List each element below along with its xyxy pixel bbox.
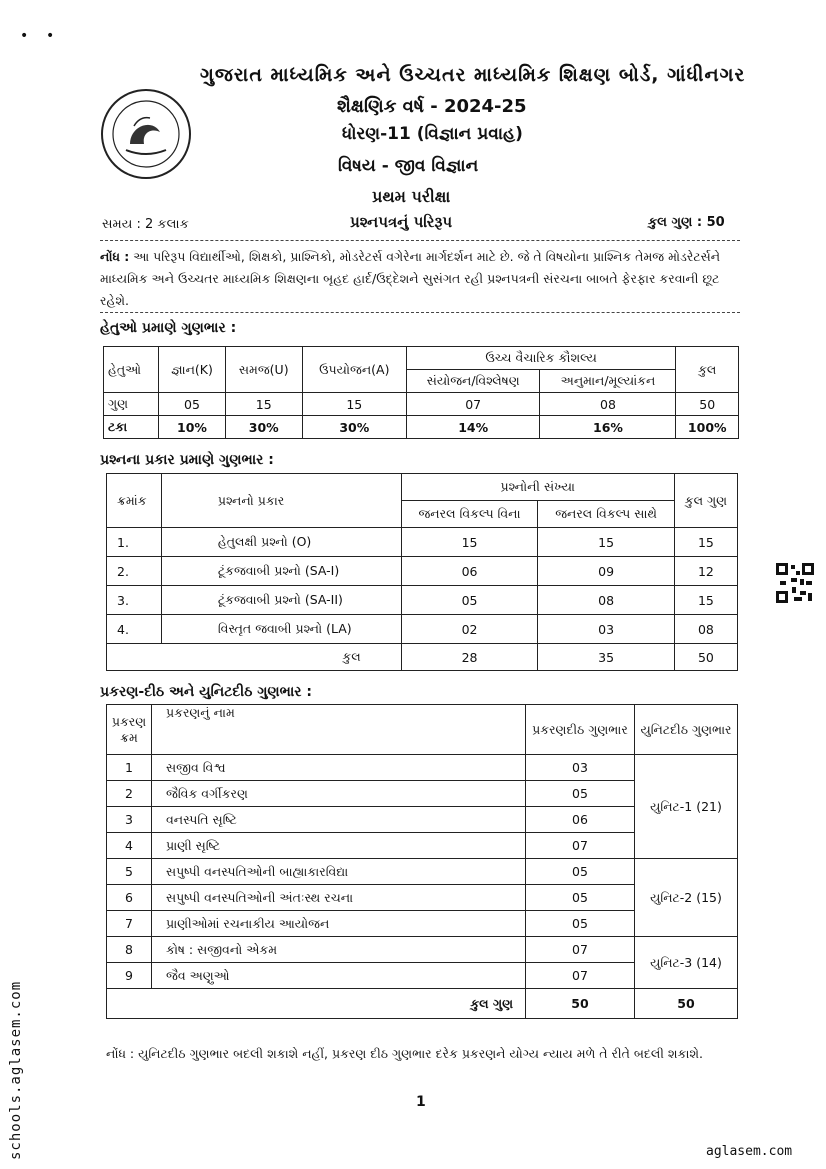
cell: 02 [401,615,538,644]
cell: 9 [107,963,152,989]
objectives-table [103,346,739,439]
cell: 08 [540,393,676,416]
cell: 05 [401,586,538,615]
cell: 50 [635,989,738,1019]
cell: વિસ્તૃત જવાબી પ્રશ્નો (LA) [161,615,401,644]
cell: 15 [674,586,737,615]
cell: કુલ [107,644,402,671]
divider [100,240,740,241]
col-head: ઉપયોજન(A) [302,347,406,393]
cell: 50 [676,393,739,416]
table-row [104,393,739,416]
col-head: હેતુઓ [104,347,159,393]
col-head: કુલ [676,347,739,393]
divider [100,312,740,313]
board-seal-logo [100,88,192,180]
col-head: ઉચ્ચ વૈચારિક કૌશલ્ય [406,347,676,370]
cell: 07 [406,393,540,416]
cell: 05 [159,393,226,416]
cell: 4 [107,833,152,859]
cell: 1 [107,755,152,781]
scan-dots: • • [20,28,55,44]
col-head: પ્રકરણનું નામ [152,705,526,755]
cell: સપુષ્પી વનસ્પતિઓની અંતઃસ્થ રચના [152,885,526,911]
col-head: પ્રકરણ ક્રમ [107,705,152,755]
top-note [100,246,740,312]
col-head: યુનિટદીઠ ગુણભાર [635,705,738,755]
sub-head: અનુમાન/મૂલ્યાંકન [540,370,676,393]
cell: 5 [107,859,152,885]
cell: 05 [526,781,635,807]
cell: પ્રાણી સૃષ્ટિ [152,833,526,859]
col-head: સમજ(U) [225,347,302,393]
cell: 14% [406,416,540,439]
col-head: પ્રશ્નનો પ્રકાર [161,474,401,528]
cell: 06 [401,557,538,586]
exam-time: સમય : 2 કલાક [102,217,189,232]
cell: 05 [526,911,635,937]
cell: 15 [538,528,674,557]
cell: 15 [302,393,406,416]
cell: 50 [674,644,737,671]
cell: 15 [674,528,737,557]
cell: 1. [107,528,162,557]
subject: વિષય - જીવ વિજ્ઞાન [338,156,479,176]
unit-cell: યુનિટ-3 (14) [635,937,738,989]
academic-year: શૈક્ષણિક વર્ષ - 2024-25 [337,96,527,117]
cell: સપુષ્પી વનસ્પતિઓની બાહ્યાકારવિદ્યા [152,859,526,885]
cell: 30% [302,416,406,439]
standard: ધોરણ-11 (વિજ્ઞાન પ્રવાહ) [342,124,523,144]
cell: 30% [225,416,302,439]
table-total-row [107,989,738,1019]
cell: 100% [676,416,739,439]
cell: 2. [107,557,162,586]
question-types-heading: પ્રશ્નના પ્રકાર પ્રમાણે ગુણભાર : [100,452,274,468]
cell: 28 [401,644,538,671]
cell: 2 [107,781,152,807]
cell: 05 [526,859,635,885]
note-text: આ પરિરૂપ વિદ્યાર્થીઓ, શિક્ષકો, પ્રાશ્નિકો, મોડરેટર્સ વગેરેના માર્ગદર્શન માટે છે. જે તે વિષયોના પ્રાશ્નિક તેમજ મોડરેટર્સને માધ્યમિક અને ઉચ્ચતર માધ્યમિક શિક્ષણના બૃહદ હાર્દ/ઉદ્દેશને સુસંગત રહી પ્રશ્નપત્રની સંરચના બાબતે ફેરફાર કરવાની છૂટ રહેશે. [100,249,721,308]
cell: જૈવ અણુઓ [152,963,526,989]
col-head: પ્રશ્નોની સંખ્યા [401,474,674,501]
col-head: કુલ ગુણ [674,474,737,528]
cell: 35 [538,644,674,671]
cell: વનસ્પતિ સૃષ્ટિ [152,807,526,833]
table-row [107,528,738,557]
bottom-note: નોંધ : યુનિટદીઠ ગુણભાર બદલી શકાશે નહીં, પ્રકરણ દીઠ ગુણભાર દરેક પ્રકરણને યોગ્ય ન્યાય મળે તે રીતે બદલી શકાશે. [106,1046,704,1061]
cell: ગુણ [104,393,159,416]
sub-head: સંયોજન/વિશ્લેષણ [406,370,540,393]
table-row [104,416,739,439]
col-head: જ્ઞાન(K) [159,347,226,393]
chapters-table [106,704,738,1019]
cell: 07 [526,833,635,859]
cell: 05 [526,885,635,911]
cell: 7 [107,911,152,937]
col-head: પ્રકરણદીઠ ગુણભાર [526,705,635,755]
cell: 08 [538,586,674,615]
cell: કુલ ગુણ [107,989,526,1019]
table-row [107,557,738,586]
qr-code-icon [776,563,814,603]
cell: 08 [674,615,737,644]
cell: 6 [107,885,152,911]
cell: 15 [401,528,538,557]
cell: કોષ : સજીવનો એકમ [152,937,526,963]
table-row [107,615,738,644]
table-row [107,937,738,963]
objectives-heading: હેતુઓ પ્રમાણે ગુણભાર : [100,320,237,336]
cell: 07 [526,937,635,963]
paper-design-title: પ્રશ્નપત્રનું પરિરૂપ [350,213,453,231]
unit-cell: યુનિટ-1 (21) [635,755,738,859]
cell: 09 [538,557,674,586]
cell: 03 [526,755,635,781]
cell: જૈવિક વર્ગીકરણ [152,781,526,807]
cell: 8 [107,937,152,963]
cell: હેતુલક્ષી પ્રશ્નો (O) [161,528,401,557]
cell: 10% [159,416,226,439]
cell: 12 [674,557,737,586]
unit-cell: યુનિટ-2 (15) [635,859,738,937]
cell: 3 [107,807,152,833]
cell: 16% [540,416,676,439]
cell: ટકા [104,416,159,439]
cell: 15 [225,393,302,416]
table-row [107,755,738,781]
sub-head: જનરલ વિકલ્પ વિના [401,501,538,528]
sub-head: જનરલ વિકલ્પ સાથે [538,501,674,528]
total-marks: કુલ ગુણ : 50 [648,215,725,230]
table-row [107,859,738,885]
chapters-heading: પ્રકરણ-દીઠ અને યુનિટદીઠ ગુણભાર : [100,684,312,700]
board-name: ગુજરાત માધ્યમિક અને ઉચ્ચતર માધ્યમિક શિક્ષણ બોર્ડ, ગાંધીનગર [200,64,746,86]
col-head: ક્રમાંક [107,474,162,528]
cell: 06 [526,807,635,833]
cell: 03 [538,615,674,644]
note-label: નોંધ : [100,249,130,264]
page-number: 1 [416,1094,426,1110]
cell: 4. [107,615,162,644]
side-watermark: schools.aglasem.com [8,980,24,1160]
cell: 50 [526,989,635,1019]
table-total-row [107,644,738,671]
cell: ટૂંકજવાબી પ્રશ્નો (SA-I) [161,557,401,586]
footer-watermark: aglasem.com [706,1144,793,1159]
cell: પ્રાણીઓમાં રચનાકીય આયોજન [152,911,526,937]
question-types-table [106,473,738,671]
cell: સજીવ વિશ્વ [152,755,526,781]
exam-name: પ્રથમ પરીક્ષા [372,187,451,206]
cell: 07 [526,963,635,989]
cell: ટૂંકજવાબી પ્રશ્નો (SA-II) [161,586,401,615]
table-row [107,586,738,615]
cell: 3. [107,586,162,615]
